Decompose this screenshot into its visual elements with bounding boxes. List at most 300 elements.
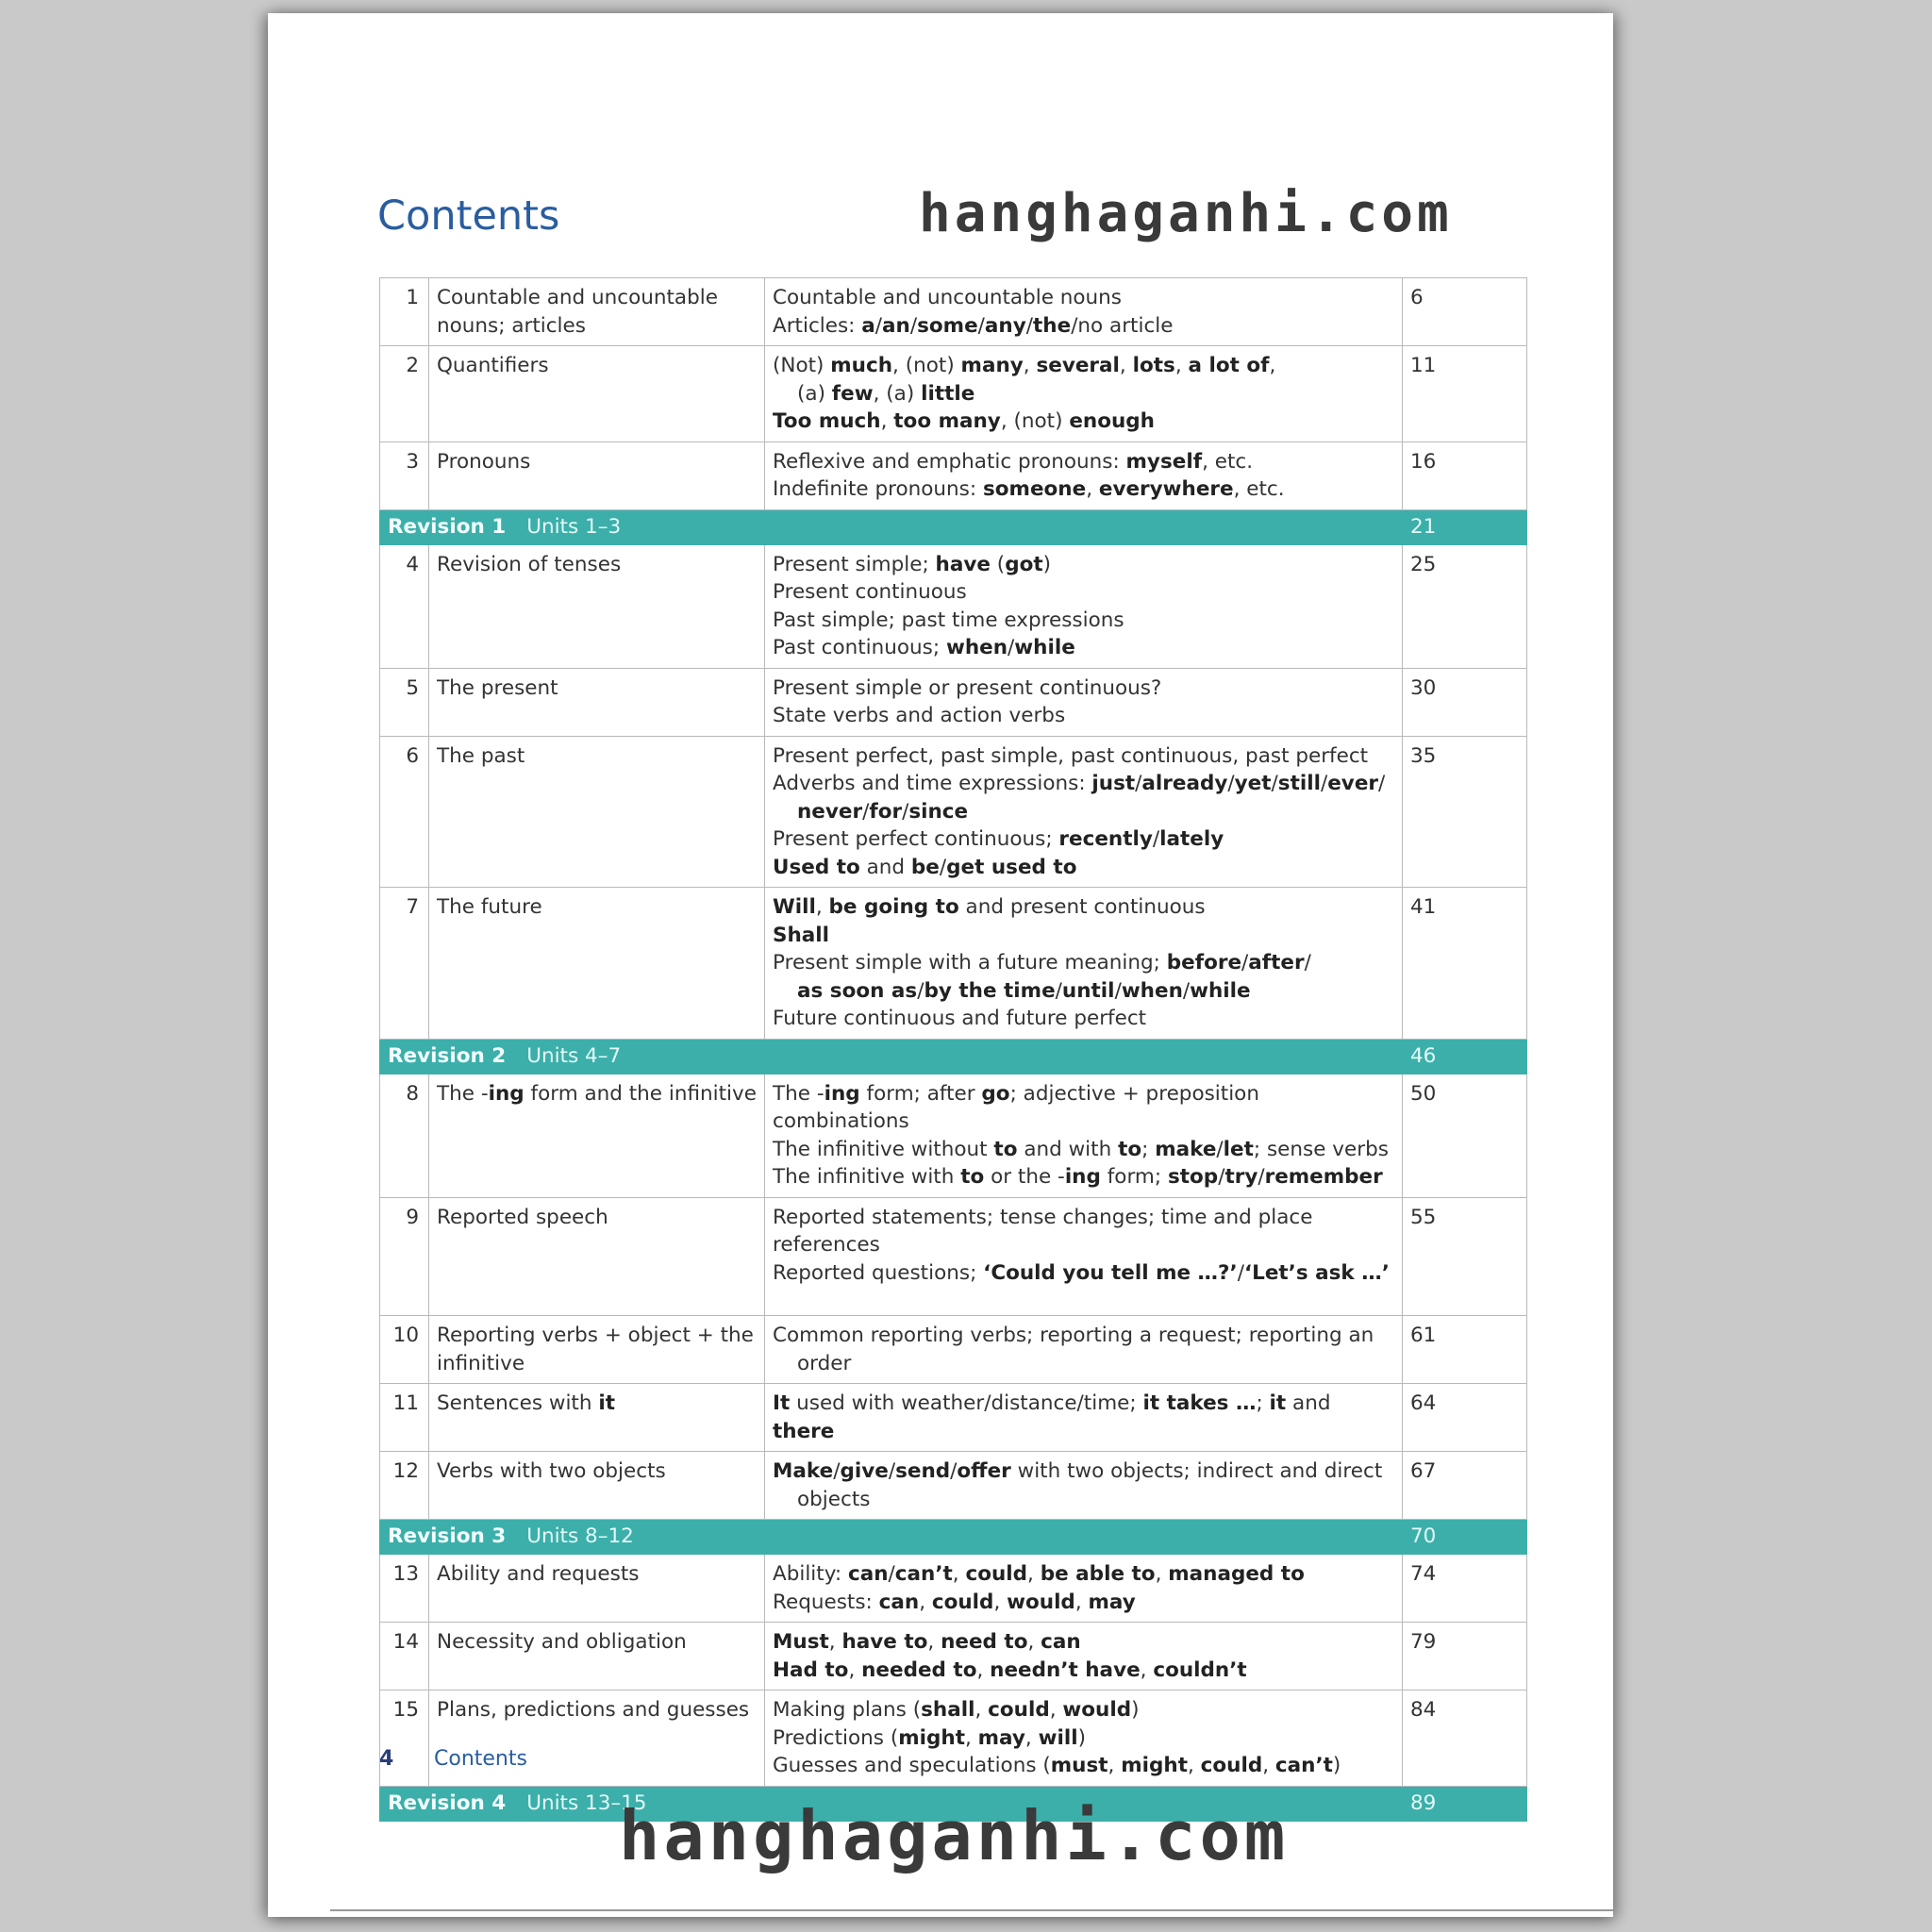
topic-line: [773, 380, 1394, 408]
unit-row[interactable]: [380, 1384, 1527, 1452]
bold-text: after: [1248, 951, 1305, 974]
bold-text: could: [988, 1698, 1050, 1722]
text-run: ,: [1155, 1562, 1169, 1586]
topic-line: [773, 702, 1394, 730]
revision-page: 46: [1403, 1039, 1527, 1074]
bold-text: Used to: [773, 855, 860, 879]
bold-text: much: [830, 354, 893, 377]
bold-text: got: [1005, 552, 1043, 576]
text-run: Sentences with: [437, 1391, 599, 1415]
revision-page: 70: [1403, 1520, 1527, 1555]
text-run: ,: [848, 1657, 862, 1682]
bold-text: it takes …: [1142, 1391, 1257, 1415]
text-run: Past simple; past time expressions: [773, 608, 1124, 632]
text-run: The -: [437, 1081, 489, 1106]
text-run: /: [1025, 313, 1034, 338]
bold-text: many: [960, 354, 1024, 377]
bold-text: would: [1007, 1590, 1075, 1614]
bold-text: any: [984, 313, 1026, 338]
text-run: /: [1237, 1260, 1244, 1285]
topic-line: [773, 1457, 1394, 1486]
topic-line: [773, 675, 1394, 703]
text-run: Common reporting verbs; reporting a request; reporting an: [773, 1324, 1374, 1347]
topic-line: [773, 578, 1394, 607]
text-run: Present simple;: [773, 552, 936, 576]
text-run: /: [1271, 772, 1278, 795]
bold-text: might: [898, 1725, 965, 1750]
text-run: ,: [1027, 1630, 1041, 1654]
topic-line: [773, 1696, 1394, 1724]
topic-line: [773, 1163, 1394, 1191]
bold-text: remember: [1264, 1165, 1383, 1189]
text-run: form;: [1100, 1165, 1168, 1189]
bold-text: managed to: [1168, 1562, 1305, 1586]
unit-row[interactable]: [380, 1623, 1527, 1690]
footer-page-number: 4: [379, 1747, 394, 1771]
bold-text: might: [1121, 1754, 1188, 1777]
bold-text: may: [1088, 1590, 1136, 1614]
text-run: /: [1241, 951, 1249, 974]
unit-page: 74: [1403, 1555, 1527, 1623]
text-run: ,: [815, 895, 829, 919]
text-run: ; adjective + preposition combinations: [773, 1081, 1259, 1133]
unit-row[interactable]: [380, 1197, 1527, 1316]
bold-text: it: [1269, 1391, 1287, 1415]
bold-text: ‘Let’s ask …’: [1243, 1260, 1390, 1285]
topic-line: [773, 1486, 1394, 1514]
unit-page: 61: [1403, 1316, 1527, 1384]
topic-line: [773, 352, 1394, 380]
text-run: ,: [993, 1590, 1008, 1614]
bottom-rule: [330, 1909, 1613, 1911]
bold-text: yet: [1234, 772, 1272, 795]
unit-page: 35: [1403, 736, 1527, 888]
bold-text: must: [1050, 1754, 1108, 1777]
topic-line: [773, 742, 1394, 771]
text-run: ,: [1174, 354, 1189, 377]
text-run: ,: [1108, 1754, 1122, 1777]
bold-text: go: [981, 1081, 1010, 1106]
revision-label: Revision 4: [388, 1790, 507, 1815]
text-run: Future continuous and future perfect: [773, 1007, 1147, 1030]
unit-row[interactable]: [380, 1555, 1527, 1623]
text-run: ,: [1074, 1590, 1089, 1614]
bold-text: few: [831, 381, 874, 406]
bold-text: ing: [824, 1081, 860, 1106]
text-run: /: [1320, 772, 1328, 795]
bold-text: can’t: [894, 1562, 953, 1586]
unit-number: 6: [380, 736, 429, 888]
text-run: /: [888, 1459, 896, 1483]
bold-text: too many: [893, 409, 1001, 433]
text-run: /: [874, 313, 883, 338]
text-run: ; sense verbs: [1253, 1137, 1389, 1161]
topic-line: [773, 475, 1394, 504]
bold-text: to: [960, 1165, 985, 1189]
bold-text: need to: [941, 1630, 1028, 1654]
unit-number: 11: [380, 1384, 429, 1452]
topic-line: [773, 634, 1394, 662]
bold-text: send: [895, 1459, 951, 1483]
unit-page: 67: [1403, 1452, 1527, 1520]
unit-number: 5: [380, 668, 429, 736]
bold-text: let: [1223, 1137, 1254, 1161]
topic-line: [773, 1080, 1394, 1136]
text-run: , etc.: [1202, 449, 1254, 474]
revision-units: Units 4–7: [526, 1043, 622, 1068]
text-run: ): [1042, 552, 1052, 576]
text-run: ,: [919, 1590, 932, 1614]
unit-title: Revision of tenses: [429, 544, 765, 668]
unit-page: 84: [1403, 1690, 1527, 1787]
text-run: order: [797, 1351, 852, 1375]
unit-page: 55: [1403, 1197, 1527, 1316]
bold-text: when: [945, 636, 1008, 659]
bold-text: already: [1141, 772, 1228, 795]
bold-text: Make: [773, 1459, 834, 1483]
text-run: /: [1218, 1165, 1225, 1189]
topic-line: [773, 922, 1394, 950]
bold-text: shall: [921, 1698, 975, 1722]
text-run: Present perfect continuous;: [773, 827, 1059, 851]
contents-table: [379, 277, 1527, 1822]
topic-line: [773, 408, 1394, 436]
bold-text: ing: [1064, 1165, 1101, 1189]
revision-row[interactable]: [380, 1520, 1527, 1555]
bold-text: have: [935, 552, 991, 576]
text-run: ,: [1024, 1725, 1039, 1750]
text-run: /: [939, 855, 947, 879]
bold-text: never: [797, 799, 863, 824]
bold-text: may: [977, 1725, 1025, 1750]
text-run: /: [1378, 772, 1386, 795]
watermark-bottom: hanghaganhi.com: [619, 1796, 1290, 1875]
revision-row[interactable]: [380, 1039, 1527, 1074]
bold-text: ever: [1327, 772, 1379, 795]
unit-topics: [765, 736, 1403, 888]
topic-line: [773, 977, 1394, 1006]
text-run: (: [990, 552, 1006, 576]
bold-text: a: [861, 313, 875, 338]
text-run: and: [1286, 1391, 1331, 1415]
unit-number: 3: [380, 441, 429, 509]
text-run: ,: [1086, 477, 1099, 501]
text-run: Predictions (: [773, 1725, 899, 1750]
unit-page: 6: [1403, 278, 1527, 346]
bold-text: everywhere: [1098, 477, 1234, 501]
bold-text: it: [598, 1391, 615, 1415]
bold-text: just: [1091, 772, 1136, 795]
topic-line: [773, 312, 1394, 341]
unit-page: 64: [1403, 1384, 1527, 1452]
bold-text: lately: [1159, 827, 1224, 851]
bold-text: ing: [488, 1081, 525, 1106]
text-run: form; after: [859, 1081, 982, 1106]
bold-text: since: [908, 799, 969, 824]
unit-title: Ability and requests: [429, 1555, 765, 1623]
revision-label: Revision 1: [388, 514, 507, 539]
revision-units: Units 13–15: [526, 1790, 647, 1815]
unit-title: The past: [429, 736, 765, 888]
topic-line: [773, 1136, 1394, 1164]
text-run: Reflexive and emphatic pronouns:: [773, 449, 1126, 474]
unit-title: Pronouns: [429, 441, 765, 509]
text-run: /: [902, 799, 909, 824]
bold-text: several: [1036, 354, 1120, 377]
text-run: ,: [974, 1698, 989, 1722]
unit-row[interactable]: [380, 346, 1527, 442]
bold-text: myself: [1125, 449, 1203, 474]
unit-row[interactable]: [380, 544, 1527, 668]
bold-text: make: [1155, 1137, 1217, 1161]
topic-line: [773, 448, 1394, 476]
text-run: Present simple or present continuous?: [773, 675, 1162, 700]
unit-number: 1: [380, 278, 429, 346]
text-run: ,: [1269, 354, 1276, 377]
text-run: (Not): [773, 354, 831, 377]
revision-cell: [380, 1039, 1403, 1074]
unit-topics: [765, 1316, 1403, 1384]
unit-title: Quantifiers: [429, 346, 765, 442]
topic-line: [773, 1390, 1394, 1445]
topic-line: [773, 551, 1394, 579]
topic-line: [773, 825, 1394, 854]
bold-text: offer: [957, 1459, 1011, 1483]
topic-line: [773, 893, 1394, 922]
bold-text: Will: [773, 895, 816, 919]
topic-line: [773, 798, 1394, 826]
revision-label: Revision 3: [388, 1524, 507, 1548]
unit-topics: [765, 1074, 1403, 1197]
text-run: ,: [976, 1657, 991, 1682]
topic-line: [773, 1560, 1394, 1589]
unit-row[interactable]: [380, 441, 1527, 509]
text-run: with two objects; indirect and direct: [1010, 1459, 1383, 1483]
text-run: /no article: [1071, 313, 1174, 338]
revision-units: Units 8–12: [526, 1524, 634, 1548]
bold-text: there: [773, 1419, 835, 1443]
text-run: /: [833, 1459, 841, 1483]
unit-page: 50: [1403, 1074, 1527, 1197]
topic-line: [773, 284, 1394, 312]
unit-topics: [765, 441, 1403, 509]
text-run: Present continuous: [773, 580, 967, 604]
text-run: Articles:: [773, 313, 862, 338]
unit-topics: [765, 668, 1403, 736]
text-run: Present perfect, past simple, past continuous, past perfect: [773, 743, 1369, 768]
unit-number: 2: [380, 346, 429, 442]
topic-line: [773, 1589, 1394, 1617]
text-run: /: [1114, 978, 1122, 1003]
text-run: used with weather/distance/time;: [790, 1391, 1143, 1415]
bold-text: an: [882, 313, 910, 338]
unit-topics: [765, 1452, 1403, 1520]
bold-text: recently: [1058, 827, 1153, 851]
bold-text: could: [1200, 1754, 1263, 1777]
revision-page: 89: [1403, 1786, 1527, 1821]
topic-line: [773, 854, 1394, 882]
unit-row[interactable]: [380, 1074, 1527, 1197]
topic-line: [773, 1724, 1394, 1753]
unit-topics: [765, 1555, 1403, 1623]
unit-row[interactable]: [380, 888, 1527, 1040]
text-run: or the -: [984, 1165, 1065, 1189]
unit-row[interactable]: [380, 1452, 1527, 1520]
bold-text: some: [917, 313, 978, 338]
text-run: /: [1227, 772, 1235, 795]
topic-line: [773, 949, 1394, 977]
text-run: and with: [1017, 1137, 1119, 1161]
unit-title: The future: [429, 888, 765, 1040]
text-run: /: [1055, 978, 1062, 1003]
bold-text: until: [1061, 978, 1115, 1003]
text-run: ,: [1187, 1754, 1201, 1777]
bold-text: for: [869, 799, 903, 824]
bold-text: needed to: [861, 1657, 977, 1682]
unit-row[interactable]: [380, 736, 1527, 888]
unit-number: 4: [380, 544, 429, 668]
topic-line: [773, 1628, 1394, 1657]
text-run: /: [1008, 636, 1015, 659]
text-run: ,: [927, 1630, 941, 1654]
text-run: /: [917, 978, 924, 1003]
bold-text: stop: [1167, 1165, 1219, 1189]
bold-text: can’t: [1274, 1754, 1333, 1777]
text-run: ,: [1140, 1657, 1154, 1682]
text-run: ): [1131, 1698, 1140, 1722]
text-run: ,: [1262, 1754, 1275, 1777]
text-run: /: [977, 313, 985, 338]
unit-row[interactable]: [380, 278, 1527, 346]
unit-page: 79: [1403, 1623, 1527, 1690]
unit-number: 13: [380, 1555, 429, 1623]
document-page: [268, 13, 1613, 1917]
unit-number: 12: [380, 1452, 429, 1520]
unit-row[interactable]: [380, 1316, 1527, 1384]
unit-topics: [765, 1197, 1403, 1316]
bold-text: before: [1166, 951, 1242, 974]
topic-line: [773, 1350, 1394, 1378]
text-run: /: [862, 799, 870, 824]
text-run: /: [1152, 827, 1160, 851]
text-run: Adverbs and time expressions:: [773, 772, 1092, 795]
topic-line: [773, 1259, 1394, 1288]
bold-text: when: [1121, 978, 1183, 1003]
text-run: ,: [964, 1725, 978, 1750]
contents-table-body: [380, 278, 1527, 1822]
bold-text: to: [993, 1137, 1018, 1161]
text-run: Ability:: [773, 1562, 848, 1586]
text-run: objects: [797, 1487, 871, 1511]
unit-page: 25: [1403, 544, 1527, 668]
bold-text: by the time: [924, 978, 1056, 1003]
bold-text: still: [1277, 772, 1321, 795]
bold-text: could: [965, 1562, 1028, 1586]
text-run: ): [1332, 1754, 1341, 1777]
revision-row[interactable]: [380, 509, 1527, 544]
unit-number: 15: [380, 1690, 429, 1787]
unit-title: [429, 1074, 765, 1197]
bold-text: the: [1033, 313, 1072, 338]
text-run: ;: [1141, 1137, 1156, 1161]
text-run: ,: [1049, 1698, 1063, 1722]
bold-text: be able to: [1040, 1562, 1156, 1586]
unit-row[interactable]: [380, 1690, 1527, 1787]
unit-row[interactable]: [380, 668, 1527, 736]
text-run: ,: [1023, 354, 1037, 377]
text-run: (a): [797, 381, 832, 406]
text-run: /: [950, 1459, 958, 1483]
topic-line: [773, 1204, 1394, 1259]
text-run: , etc.: [1233, 477, 1285, 501]
text-run: The -: [773, 1081, 824, 1106]
text-run: Indefinite pronouns:: [773, 477, 983, 501]
footer-label: Contents: [434, 1747, 527, 1771]
text-run: Making plans (: [773, 1698, 922, 1722]
text-run: ,: [1119, 354, 1133, 377]
bold-text: as soon as: [797, 978, 918, 1003]
unit-title: The present: [429, 668, 765, 736]
bold-text: give: [840, 1459, 889, 1483]
text-run: and present continuous: [958, 895, 1206, 919]
unit-title: Countable and uncountable nouns; articles: [429, 278, 765, 346]
bold-text: get used to: [946, 855, 1077, 879]
unit-topics: [765, 278, 1403, 346]
bold-text: will: [1038, 1725, 1078, 1750]
topic-line: [773, 607, 1394, 635]
bold-text: ‘Could you tell me …?’: [983, 1260, 1238, 1285]
topic-line: [773, 770, 1394, 798]
unit-topics: [765, 346, 1403, 442]
text-run: /: [1257, 1165, 1265, 1189]
revision-cell: [380, 1520, 1403, 1555]
bold-text: lots: [1132, 354, 1175, 377]
unit-topics: [765, 544, 1403, 668]
text-run: , (not): [892, 354, 961, 377]
text-run: , (not): [1000, 409, 1070, 433]
bold-text: couldn’t: [1153, 1657, 1247, 1682]
unit-number: 7: [380, 888, 429, 1040]
bold-text: be going to: [828, 895, 959, 919]
text-run: The infinitive with: [773, 1165, 961, 1189]
text-run: /: [888, 1562, 895, 1586]
topic-line: [773, 1005, 1394, 1033]
unit-number: 10: [380, 1316, 429, 1384]
text-run: ,: [952, 1562, 966, 1586]
bold-text: little: [921, 381, 975, 406]
bold-text: can: [1041, 1630, 1081, 1654]
bold-text: someone: [982, 477, 1087, 501]
bold-text: Must: [773, 1630, 829, 1654]
revision-units: Units 1–3: [526, 514, 622, 539]
text-run: /: [1216, 1137, 1224, 1161]
bold-text: Too much: [773, 409, 881, 433]
text-run: /: [909, 313, 918, 338]
bold-text: try: [1224, 1165, 1258, 1189]
text-run: Guesses and speculations (: [773, 1754, 1051, 1777]
unit-number: 8: [380, 1074, 429, 1197]
text-run: and: [859, 855, 911, 879]
text-run: ,: [828, 1630, 842, 1654]
revision-label: Revision 2: [388, 1043, 507, 1068]
text-run: ): [1077, 1725, 1086, 1750]
unit-page: 41: [1403, 888, 1527, 1040]
text-run: The infinitive without: [773, 1137, 994, 1161]
text-run: Past continuous;: [773, 636, 946, 659]
topic-line: [773, 1657, 1394, 1685]
text-run: ,: [1027, 1562, 1041, 1586]
bold-text: enough: [1069, 409, 1155, 433]
